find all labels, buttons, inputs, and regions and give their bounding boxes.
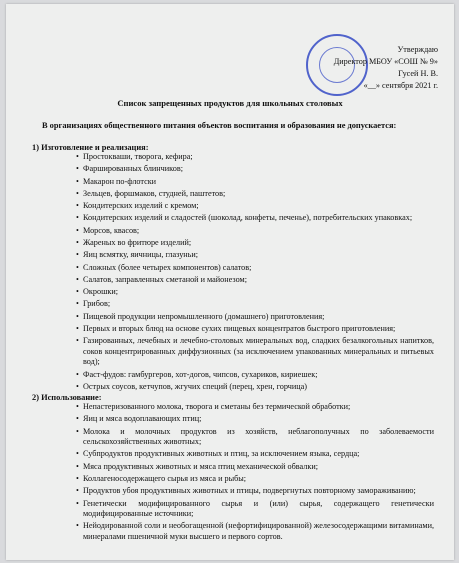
list-item: • Морсов, квасов; — [76, 226, 434, 237]
list-item: • Кондитерских изделий с кремом; — [76, 201, 434, 212]
section-heading: 1) Изготовление и реализация: — [32, 143, 149, 152]
document-title: Список запрещенных продуктов для школьных столовых — [117, 98, 343, 108]
section-heading: 2) Использование: — [32, 393, 102, 402]
list-item: • Простокваши, творога, кефира; — [76, 152, 434, 163]
approval-block — [334, 44, 438, 92]
approval-line: Гусей Н. В. — [398, 69, 438, 78]
approval-line: «__» сентября 2021 г. — [363, 81, 438, 90]
list-item: • Коллагеносодержащего сырья из мяса и рыбы; — [76, 474, 434, 485]
list-item: • Острых соусов, кетчупов, жгучих специй (перец, хрен, горчица) — [76, 382, 434, 393]
list-item: • Салатов, заправленных сметаной и майонезом; — [76, 275, 434, 286]
list-item: • Непастеризованного молока, творога и сметаны без термической обработки; — [76, 402, 434, 413]
list-item: • Субпродуктов продуктивных животных и птиц, за исключением языка, сердца; — [76, 449, 434, 460]
list-item: • Кондитерских изделий и сладостей (шоколад, конфеты, печенье), потребительских упаковках; — [76, 213, 434, 224]
list-item: • Первых и вторых блюд на основе сухих пищевых концентратов быстрого приготовления; — [76, 324, 434, 335]
list-item: • Молока и молочных продуктов из хозяйств, неблагополучных по заболеваемости сельскохозяйственных животных; — [76, 427, 434, 448]
document-page — [6, 4, 454, 560]
list-item: • Пищевой продукции непромышленного (домашнего) приготовления; — [76, 312, 434, 323]
list-item: • Нейодированной соли и необогащенной (нефортифицированной) железосодержащими витаминами, минералами пшеничной муки высшего и первого сортов. — [76, 521, 434, 542]
list-item: • Фаршированных блинчиков; — [76, 164, 434, 175]
section1-list — [76, 152, 434, 394]
list-item: • Мяса продуктивных животных и мяса птиц механической обвалки; — [76, 462, 434, 473]
list-item: • Сложных (более четырех компонентов) салатов; — [76, 263, 434, 274]
list-item: • Яиц и мяса водоплавающих птиц; — [76, 414, 434, 425]
list-item: • Фаст-фудов: гамбургеров, хот-догов, чипсов, сухариков, кириешек; — [76, 370, 434, 381]
list-item: • Грибов; — [76, 299, 434, 310]
list-item: • Генетически модифицированного сырья и (или) сырья, содержащего генетически модифицированные источники; — [76, 499, 434, 520]
list-item: • Макарон по-флотски — [76, 177, 434, 188]
list-item: • Зельцев, форшмаков, студней, паштетов; — [76, 189, 434, 200]
section2-list — [76, 402, 434, 544]
intro-paragraph: В организациях общественного питания объектов воспитания и образования не допускается: — [42, 121, 397, 130]
list-item: • Жареных во фритюре изделий; — [76, 238, 434, 249]
list-item: • Газированных, лечебных и лечебно-столовых минеральных вод, сладких безалкогольных напитков, соков концентрированных диффузионных (за исключением упакованных минеральных и питьевых вод); — [76, 336, 434, 368]
list-item: • Окрошки; — [76, 287, 434, 298]
list-item: • Яиц всмятку, яичницы, глазуньи; — [76, 250, 434, 261]
list-item: • Продуктов убоя продуктивных животных и птицы, подвергнутых повторному замораживанию; — [76, 486, 434, 497]
approval-line: Утверждаю — [397, 45, 438, 54]
approval-line: Директор МБОУ «СОШ № 9» — [333, 57, 438, 66]
